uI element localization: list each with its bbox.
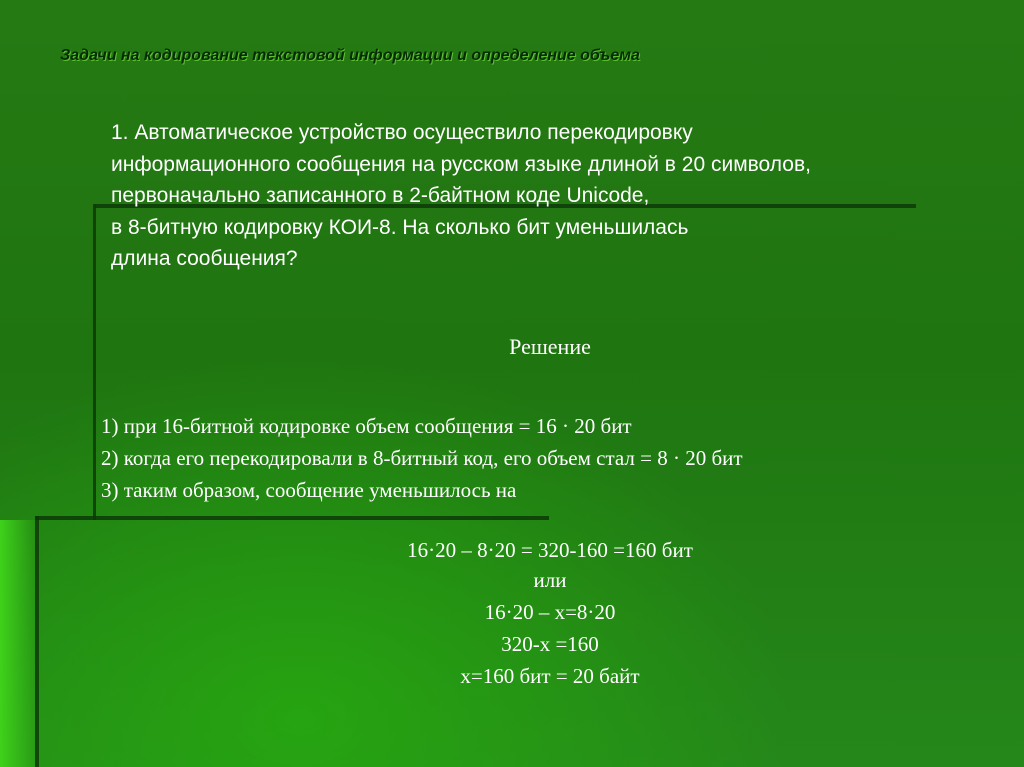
- calculation-line: 320-x =160: [501, 632, 599, 656]
- divider-lower-vertical: [35, 516, 39, 767]
- calculation-block: [250, 534, 850, 692]
- task-line: длина сообщения?: [111, 247, 298, 270]
- divider-left-vertical: [93, 204, 96, 520]
- calculation-line: 16·20 – x=8·20: [484, 600, 616, 624]
- solution-step: 2) когда его перекодировали в 8-битный код, его объем стал = 8 · 20 бит: [101, 446, 743, 470]
- task-line: в 8-битную кодировку КОИ-8. На сколько бит уменьшилась: [111, 215, 689, 239]
- task-text: [111, 117, 991, 275]
- calculation-result: x=160 бит = 20 байт: [460, 664, 640, 688]
- background-glow: [0, 520, 40, 767]
- solution-step: 3) таким образом, сообщение уменьшилось на: [101, 478, 517, 502]
- calculation-line: 16·20 – 8·20 = 320-160 =160 бит: [407, 538, 693, 562]
- task-line: информационного сообщения на русском языке длиной в 20 символов,: [111, 152, 811, 176]
- task-line: 1. Автоматическое устройство осуществило перекодировку: [111, 121, 693, 144]
- solution-heading: Решение: [509, 334, 591, 359]
- calculation-or: или: [533, 568, 567, 592]
- solution-step: 1) при 16-битной кодировке объем сообщения = 16 · 20 бит: [101, 414, 632, 438]
- slide-title: Задачи на кодирование текстовой информации и определение объема: [60, 47, 640, 64]
- solution-steps: [101, 410, 961, 506]
- divider-middle-horizontal: [35, 516, 549, 520]
- task-line: первоначально записанного в 2-байтном коде Unicode,: [111, 184, 650, 207]
